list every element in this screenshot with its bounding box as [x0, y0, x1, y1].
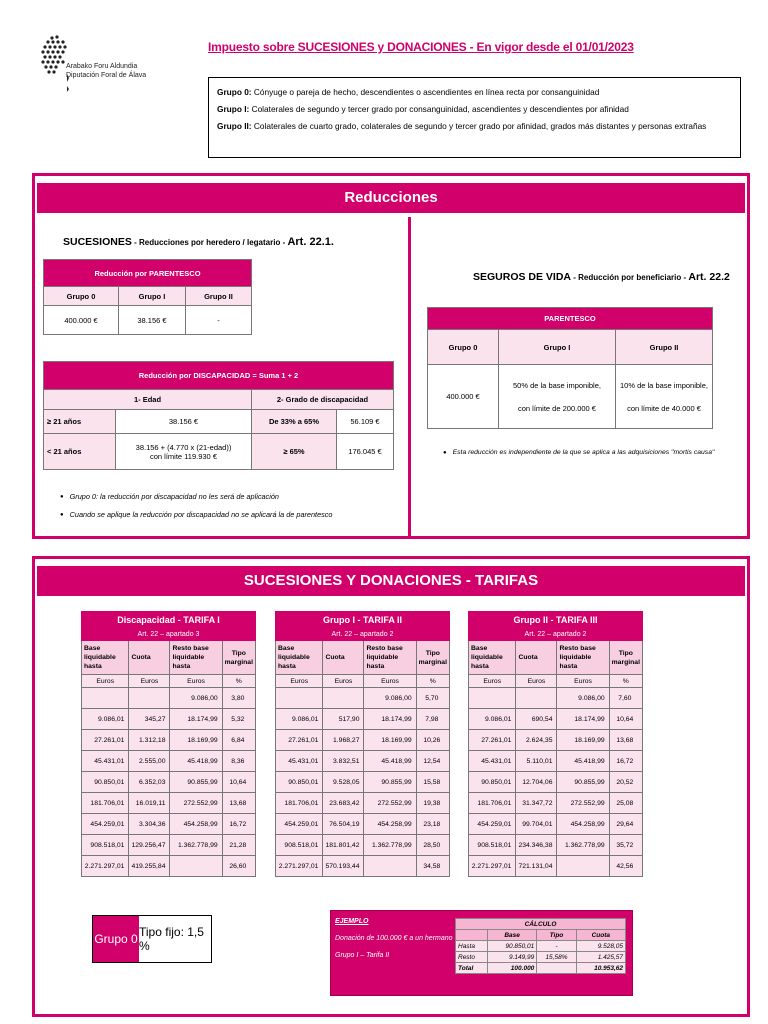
ejemplo-line2: Grupo I – Tarifa II [335, 952, 390, 959]
reducciones-divider [408, 217, 411, 539]
tarifa-cell: 25,08 [609, 793, 642, 814]
tarifa-cell: 7,60 [609, 688, 642, 709]
tarifa-cell: 272.552,99 [170, 793, 222, 814]
tarifa-cell: 16.019,11 [129, 793, 170, 814]
tarifas-header: SUCESIONES Y DONACIONES - TARIFAS [37, 566, 745, 596]
col-grupo-0: Grupo 0 [44, 287, 119, 306]
tarifa-cell: 13,68 [609, 730, 642, 751]
tarifa-cell: 45.431,01 [276, 751, 323, 772]
tarifa-cell: 13,68 [222, 793, 255, 814]
tarifa-cell [364, 856, 416, 877]
tarifa-cell: 129.256,47 [129, 835, 170, 856]
calc-col-base: Base [487, 930, 536, 941]
tarifa-row [276, 730, 450, 751]
tarifa-cell: 570.193,44 [323, 856, 364, 877]
tarifa-cell: 1.362.778,99 [557, 835, 609, 856]
tarifa-row [469, 688, 643, 709]
tarifa-cell [323, 688, 364, 709]
tarifa-cell [82, 688, 129, 709]
grupo-0-tipo-fijo [92, 915, 212, 963]
tarifa-row [469, 751, 643, 772]
tarifa-cell: 2.555,00 [129, 751, 170, 772]
tarifa-cell: 234.346,38 [516, 835, 557, 856]
sucesiones-title: SUCESIONES - Reducciones por heredero / legatario - Art. 22.1. [63, 236, 334, 248]
tarifa-col-header: Tipo marginal [609, 641, 642, 675]
logo-text [66, 62, 146, 80]
tarifa-cell: 15,58 [416, 772, 449, 793]
tarifa-row [276, 709, 450, 730]
grupo-0-value: Tipo fijo: 1,5 % [139, 925, 204, 953]
grado-header: 2- Grado de discapacidad [252, 390, 394, 410]
tarifa-cell: 9.086,01 [276, 709, 323, 730]
tarifa-row [276, 835, 450, 856]
tarifa-cell: 181.706,01 [82, 793, 129, 814]
tarifa-cell: 5,32 [222, 709, 255, 730]
tarifa-cell: 9.086,01 [469, 709, 516, 730]
tarifa-cell: 1.362.778,99 [170, 835, 222, 856]
seg-val-grupo-ii: 10% de la base imponible, con límite de 40.000 € [616, 365, 713, 429]
tarifa-cell: 18.174,99 [557, 709, 609, 730]
tarifa-cell: 23.683,42 [323, 793, 364, 814]
tarifa-cell: 3,80 [222, 688, 255, 709]
tarifa-cell: 10,26 [416, 730, 449, 751]
note-discapacidad: ● Cuando se aplique la reducción por discapacidad no se aplicará la de parentesco [60, 510, 333, 519]
tarifa-cell: 10,64 [222, 772, 255, 793]
grado-mayor-65-valor: 176.045 € [337, 434, 394, 470]
calculo-table [455, 918, 626, 974]
logo-line2: Diputación Foral de Álava [66, 72, 147, 79]
tarifa-cell [129, 688, 170, 709]
tarifa-col-header: Base liquidable hasta [469, 641, 516, 675]
grupos-definitions [208, 77, 741, 158]
tarifa-cell: 27.261,01 [276, 730, 323, 751]
tarifa-cell: 6.352,03 [129, 772, 170, 793]
tarifa-cell: 76.504,19 [323, 814, 364, 835]
tarifa-unit: % [609, 675, 642, 688]
tarifa-cell: 35,72 [609, 835, 642, 856]
tarifa-cell: 1.362.778,99 [364, 835, 416, 856]
tarifa-cell: 99.704,01 [516, 814, 557, 835]
tarifa-cell: 27.261,01 [469, 730, 516, 751]
tarifa-cell: 8,36 [222, 751, 255, 772]
tarifa-cell: 90.850,01 [469, 772, 516, 793]
tarifa-cell: 454.258,99 [170, 814, 222, 835]
tarifa-cell: 9.086,00 [170, 688, 222, 709]
calc-col-blank [456, 930, 488, 941]
tarifa-cell: 1.968,27 [323, 730, 364, 751]
tarifa-cell: 45.418,99 [170, 751, 222, 772]
tarifa-unit: Euros [516, 675, 557, 688]
discapacidad-table [43, 361, 394, 470]
tarifa-cell: 45.418,99 [557, 751, 609, 772]
tarifa-row [276, 751, 450, 772]
tarifa-cell: 454.259,01 [276, 814, 323, 835]
tarifa-cell: 90.850,01 [276, 772, 323, 793]
tarifa-cell: 721.131,04 [516, 856, 557, 877]
tarifa-cell: 3.832,51 [323, 751, 364, 772]
tarifa-row [469, 856, 643, 877]
tarifa-cell: 908.518,01 [82, 835, 129, 856]
tarifa-cell [469, 688, 516, 709]
tarifa-cell: 29,64 [609, 814, 642, 835]
tarifa-row [82, 856, 256, 877]
tarifa-cell: 27.261,01 [82, 730, 129, 751]
tarifa-cell: 16,72 [222, 814, 255, 835]
tarifa-row [469, 814, 643, 835]
tarifa-ii-table [275, 611, 450, 877]
tarifa-unit: Euros [469, 675, 516, 688]
tarifa-cell: 2.271.297,01 [276, 856, 323, 877]
tarifa-unit: % [222, 675, 255, 688]
calc-col-cuota: Cuota [576, 930, 625, 941]
tarifa-row [82, 814, 256, 835]
tarifa-cell: 345,27 [129, 709, 170, 730]
tarifa-cell: 18.174,99 [170, 709, 222, 730]
seguros-note: ● Esta reducción es independiente de la que se aplica a las adquisiciones "mortis causa" [443, 449, 714, 456]
grupo-i-definition: Grupo I: Colaterales de segundo y tercer grado por consanguinidad, ascendientes y descendientes por afinidad [217, 104, 629, 114]
tarifa-cell: 419.255,84 [129, 856, 170, 877]
tarifa-cell [516, 688, 557, 709]
tarifa-cell: 28,50 [416, 835, 449, 856]
grado-mayor-65: ≥ 65% [252, 434, 337, 470]
col-grupo-ii: Grupo II [185, 287, 251, 306]
tarifa-cell: 9.528,05 [323, 772, 364, 793]
tarifa-cell: 5.110,01 [516, 751, 557, 772]
tarifa-row [469, 730, 643, 751]
tarifa-cell: 12,54 [416, 751, 449, 772]
tarifa-row [82, 730, 256, 751]
tarifa-title: Discapacidad - TARIFA I [82, 612, 256, 629]
tarifa-cell: 6,84 [222, 730, 255, 751]
tarifa-title: Grupo I - TARIFA II [276, 612, 450, 629]
parentesco-header: Reducción por PARENTESCO [44, 260, 252, 287]
tarifa-col-header: Resto base liquidable hasta [557, 641, 609, 675]
tarifa-col-header: Base liquidable hasta [82, 641, 129, 675]
tarifa-col-header: Base liquidable hasta [276, 641, 323, 675]
tarifa-unit: Euros [82, 675, 129, 688]
tarifa-row [276, 688, 450, 709]
val-grupo-0: 400.000 € [44, 306, 119, 335]
edad-menor-21: < 21 años [44, 434, 116, 470]
tarifa-unit: Euros [364, 675, 416, 688]
tarifa-cell: 90.855,99 [170, 772, 222, 793]
tarifa-unit: % [416, 675, 449, 688]
document-title: Impuesto sobre SUCESIONES y DONACIONES - En vigor desde el 01/01/2023 [208, 40, 634, 54]
tarifa-cell: 9.086,01 [82, 709, 129, 730]
seg-col-grupo-0: Grupo 0 [428, 330, 499, 365]
tarifa-row [82, 793, 256, 814]
calc-row-resto: Resto 9.149,99 15,58% 1.425,57 [456, 952, 626, 963]
parentesco-table [43, 259, 252, 335]
tarifa-cell: 12.704,06 [516, 772, 557, 793]
tarifa-unit: Euros [276, 675, 323, 688]
grupo-ii-definition: Grupo II: Colaterales de cuarto grado, colaterales de segundo y tercer grado por afinidad, grados más distantes y personas extrañas [217, 121, 707, 131]
tarifa-row [469, 709, 643, 730]
sucesiones-notes [60, 492, 333, 528]
tarifa-unit: Euros [557, 675, 609, 688]
tarifa-cell: 18.169,99 [364, 730, 416, 751]
grupo-0-definition: Grupo 0: Cónyuge o pareja de hecho, descendientes o ascendientes en línea recta por consanguinidad [217, 87, 600, 97]
note-grupo-0: ● Grupo 0: la reducción por discapacidad no les será de aplicación [60, 492, 333, 501]
tarifa-subtitle: Art. 22 – apartado 2 [276, 629, 450, 641]
tarifa-i-table [81, 611, 256, 877]
seguros-title: SEGUROS DE VIDA - Reducción por beneficiario - Art. 22.2 [473, 271, 730, 283]
tarifa-cell: 272.552,99 [364, 793, 416, 814]
tarifa-row [469, 793, 643, 814]
tarifa-cell: 2.271.297,01 [82, 856, 129, 877]
tarifa-cell: 45.431,01 [469, 751, 516, 772]
tarifa-cell [276, 688, 323, 709]
tarifa-cell: 20,52 [609, 772, 642, 793]
reducciones-header: Reducciones [37, 183, 745, 213]
tarifa-cell: 1.312,18 [129, 730, 170, 751]
seg-val-grupo-i: 50% de la base imponible, con límite de 200.000 € [499, 365, 616, 429]
tarifa-cell [557, 856, 609, 877]
seguros-table [427, 307, 713, 429]
tarifa-cell: 23,18 [416, 814, 449, 835]
tarifa-cell: 5,70 [416, 688, 449, 709]
col-grupo-i: Grupo I [119, 287, 186, 306]
edad-menor-21-valor: 38.156 + (4.770 x (21-edad)) con límite 119.930 € [116, 434, 252, 470]
tarifa-cell: 272.552,99 [557, 793, 609, 814]
tarifa-cell: 45.418,99 [364, 751, 416, 772]
tarifa-cell: 181.706,01 [276, 793, 323, 814]
tarifa-row [469, 835, 643, 856]
discapacidad-header: Reducción por DISCAPACIDAD = Suma 1 + 2 [44, 362, 394, 390]
tarifa-cell: 21,28 [222, 835, 255, 856]
tarifa-row [82, 688, 256, 709]
tarifa-cell: 908.518,01 [469, 835, 516, 856]
ejemplo-title: EJEMPLO [335, 918, 369, 925]
tarifa-cell: 181.706,01 [469, 793, 516, 814]
tarifa-col-header: Cuota [129, 641, 170, 675]
tarifa-cell: 45.431,01 [82, 751, 129, 772]
tarifa-cell: 181.801,42 [323, 835, 364, 856]
tarifa-cell: 690,54 [516, 709, 557, 730]
tarifa-subtitle: Art. 22 – apartado 3 [82, 629, 256, 641]
tarifa-cell: 26,60 [222, 856, 255, 877]
tarifa-cell: 19,38 [416, 793, 449, 814]
tarifa-col-header: Tipo marginal [222, 641, 255, 675]
tarifa-unit: Euros [323, 675, 364, 688]
calc-row-hasta: Hasta 90.850,01 - 9.528,05 [456, 941, 626, 952]
seg-col-grupo-i: Grupo I [499, 330, 616, 365]
tarifa-row [276, 856, 450, 877]
tarifa-cell: 454.258,99 [364, 814, 416, 835]
tarifa-cell: 18.169,99 [557, 730, 609, 751]
tarifa-col-header: Resto base liquidable hasta [170, 641, 222, 675]
tarifa-cell: 9.086,00 [364, 688, 416, 709]
tarifa-col-header: Tipo marginal [416, 641, 449, 675]
tarifa-col-header: Resto base liquidable hasta [364, 641, 416, 675]
tarifa-cell: 3.304,36 [129, 814, 170, 835]
calc-row-total: Total 100.000 10.953,62 [456, 963, 626, 974]
tarifa-row [276, 793, 450, 814]
ejemplo-line1: Donación de 100.000 € a un hermano [335, 935, 453, 942]
tarifa-cell: 454.258,99 [557, 814, 609, 835]
edad-mayor-21-valor: 38.156 € [116, 410, 252, 434]
tarifa-col-header: Cuota [516, 641, 557, 675]
tarifa-cell: 7,98 [416, 709, 449, 730]
tarifa-cell: 18.169,99 [170, 730, 222, 751]
tarifa-cell: 2.271.297,01 [469, 856, 516, 877]
edad-mayor-21: ≥ 21 años [44, 410, 116, 434]
tarifa-iii-table [468, 611, 643, 877]
val-grupo-i: 38.156 € [119, 306, 186, 335]
tarifa-cell [170, 856, 222, 877]
tarifa-cell: 16,72 [609, 751, 642, 772]
tarifa-subtitle: Art. 22 – apartado 2 [469, 629, 643, 641]
ejemplo-description [335, 918, 453, 969]
val-grupo-ii: - [185, 306, 251, 335]
tarifa-row [276, 772, 450, 793]
tarifa-row [82, 772, 256, 793]
seg-val-grupo-0: 400.000 € [428, 365, 499, 429]
seg-col-grupo-ii: Grupo II [616, 330, 713, 365]
tarifa-cell: 454.259,01 [469, 814, 516, 835]
tarifa-row [469, 772, 643, 793]
tarifa-cell: 908.518,01 [276, 835, 323, 856]
tarifa-cell: 10,64 [609, 709, 642, 730]
tarifa-row [82, 751, 256, 772]
tarifa-cell: 2.624,35 [516, 730, 557, 751]
tarifa-cell: 18.174,99 [364, 709, 416, 730]
tarifa-cell: 454.259,01 [82, 814, 129, 835]
tarifa-unit: Euros [129, 675, 170, 688]
edad-header: 1- Edad [44, 390, 252, 410]
tarifa-col-header: Cuota [323, 641, 364, 675]
grado-33-65-valor: 56.109 € [337, 410, 394, 434]
tarifa-cell: 90.855,99 [557, 772, 609, 793]
tarifa-cell: 90.850,01 [82, 772, 129, 793]
calculo-header: CÁLCULO [456, 919, 626, 930]
tarifa-cell: 517,90 [323, 709, 364, 730]
tarifa-title: Grupo II - TARIFA III [469, 612, 643, 629]
grupo-0-label: Grupo 0 [93, 916, 139, 962]
tarifa-cell: 31.347,72 [516, 793, 557, 814]
tarifa-unit: Euros [170, 675, 222, 688]
tarifa-row [82, 835, 256, 856]
grado-33-65: De 33% a 65% [252, 410, 337, 434]
logo-line1: Arabako Foru Aldundia [66, 63, 138, 70]
calc-col-tipo: Tipo [537, 930, 576, 941]
tarifa-cell: 90.855,99 [364, 772, 416, 793]
tarifa-cell: 42,56 [609, 856, 642, 877]
tarifa-cell: 34,58 [416, 856, 449, 877]
seguros-parentesco-header: PARENTESCO [428, 308, 713, 330]
tarifa-row [82, 709, 256, 730]
tarifa-row [276, 814, 450, 835]
tarifa-cell: 9.086,00 [557, 688, 609, 709]
